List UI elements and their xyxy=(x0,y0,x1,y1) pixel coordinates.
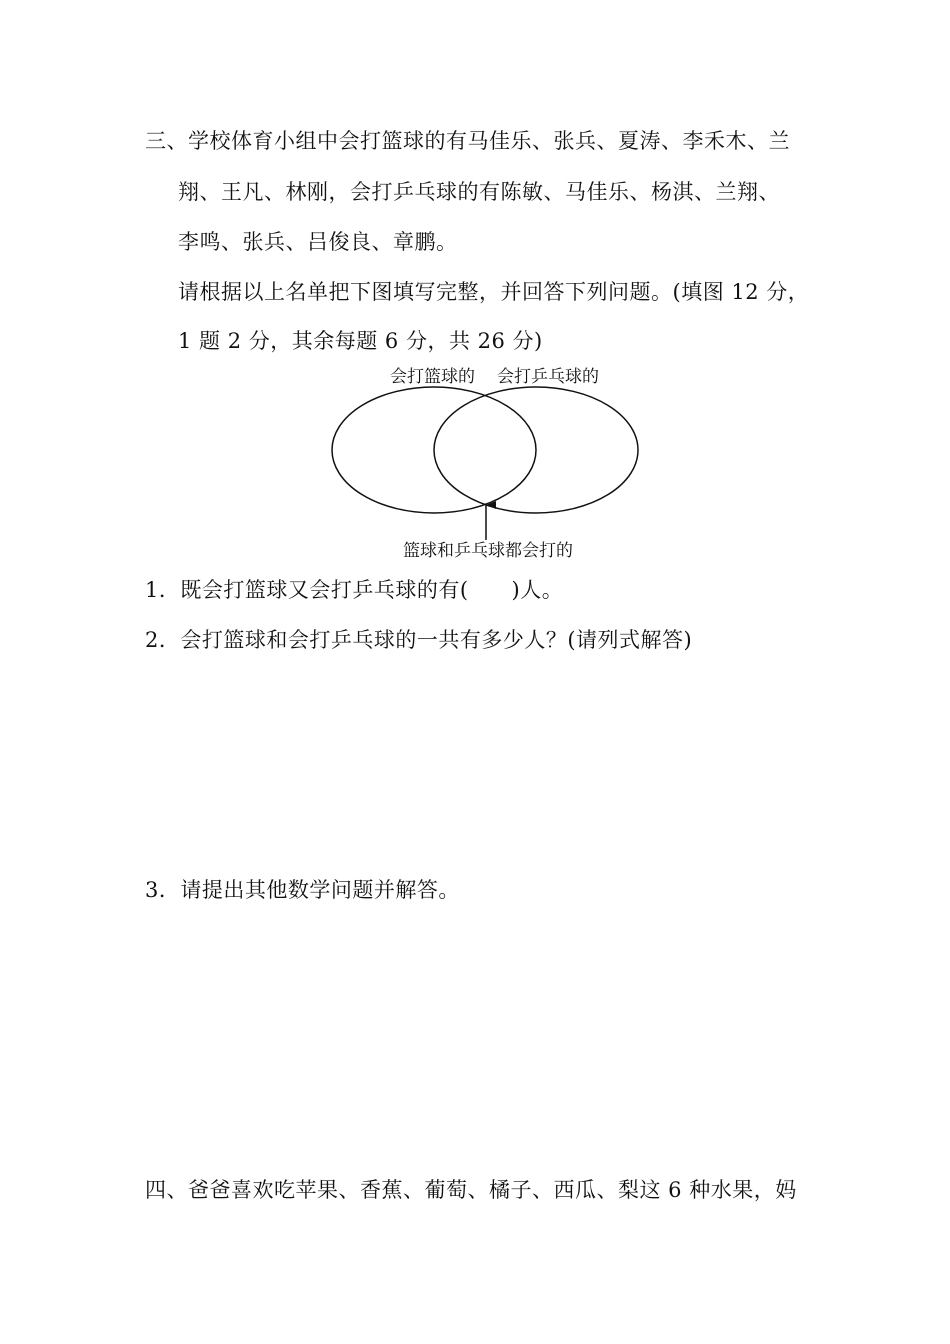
section-4-line-1: 四、爸爸喜欢吃苹果、香蕉、葡萄、橘子、西瓜、梨这 6 种水果，妈 xyxy=(145,1178,797,1202)
venn-label-basketball: 会打篮球的 xyxy=(390,367,475,387)
question-2: 2．会打篮球和会打乒乓球的一共有多少人？(请列式解答) xyxy=(145,628,693,652)
venn-label-pingpong: 会打乒乓球的 xyxy=(497,367,599,387)
section-3-instruction: 请根据以上名单把下图填写完整，并回答下列问题。(填图 12 分， xyxy=(178,280,810,304)
section-3-line-2: 翔、王凡、林刚，会打乒乓球的有陈敏、马佳乐、杨淇、兰翔、 xyxy=(178,180,780,204)
question-1: 1．既会打篮球又会打乒乓球的有( )人。 xyxy=(145,578,564,602)
section-3-line-1: 三、学校体育小组中会打篮球的有马佳乐、张兵、夏涛、李禾木、兰 xyxy=(145,129,790,153)
question-3: 3．请提出其他数学问题并解答。 xyxy=(145,878,460,902)
venn-label-both: 篮球和乒乓球都会打的 xyxy=(403,541,573,561)
section-3-line-3: 李鸣、张兵、吕俊良、章鹏。 xyxy=(178,230,458,254)
section-3-scoring: 1 题 2 分，其余每题 6 分，共 26 分) xyxy=(178,329,543,353)
